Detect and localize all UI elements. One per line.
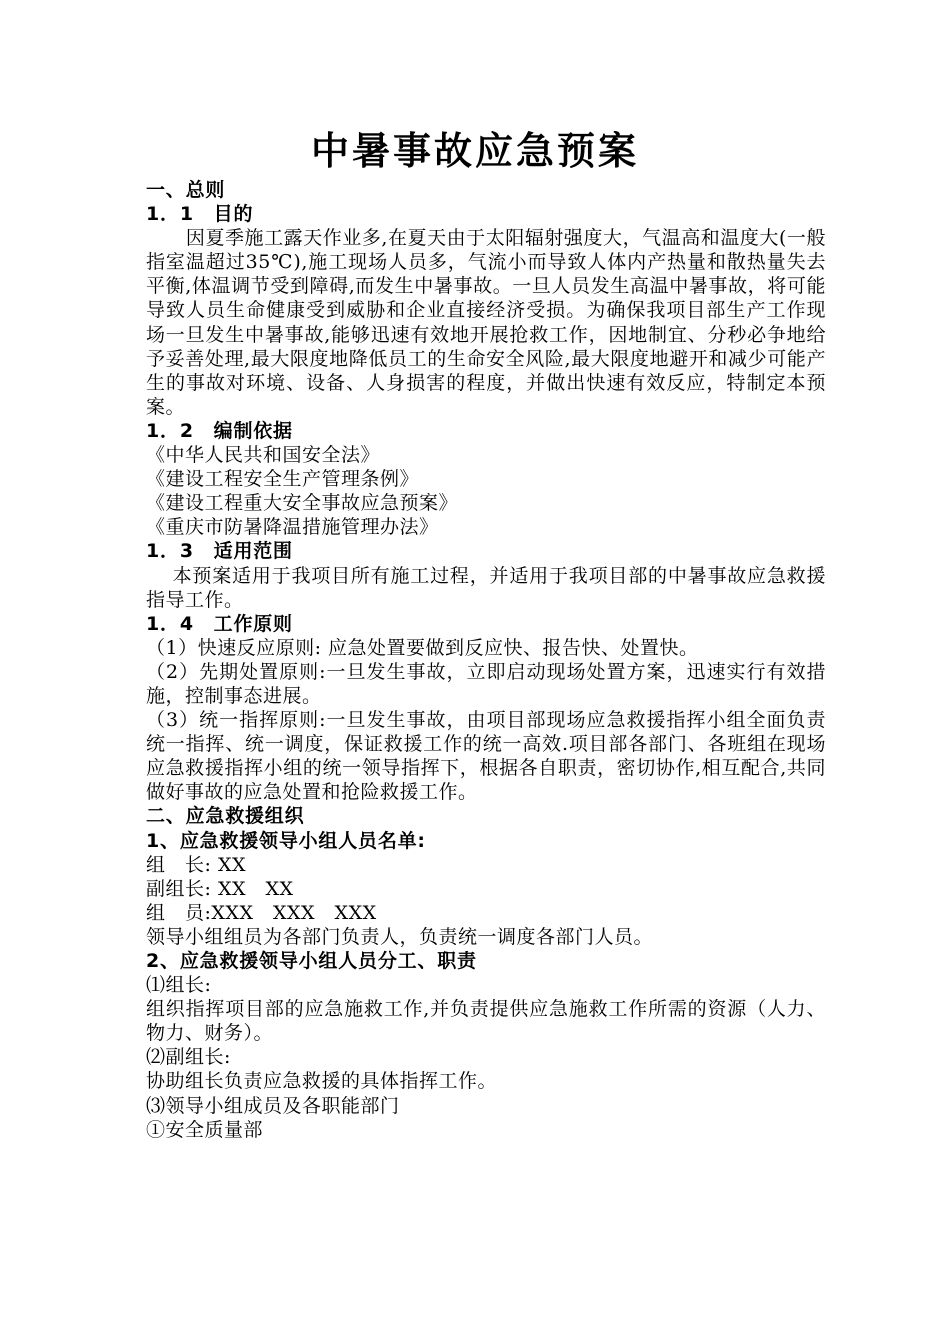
principle-item: （1）快速反应原则: 应急处置要做到反应快、报告快、处置快。: [146, 636, 699, 659]
roster-vice-leader: 副组长: XX XX: [146, 877, 294, 900]
document-body: [146, 178, 826, 1142]
roster-leader: 组 长: XX: [146, 853, 246, 876]
paragraph-purpose: 因夏季施工露天作业多,在夏天由于太阳辐射强度大，气温高和温度大(一般指室温超过35℃),施工现场人员多，气流小而导致人体内产热量和散热量失去平衡,体温调节受到障碍,而发生中暑事故。一旦人员发生高温中暑事故，将可能导致人员生命健康受到威胁和企业直接经济受损。为确保我项目部生产工作现场一旦发生中暑事故,能够迅速有效地开展抢救工作，因地制宜、分秒必争地给予妥善处理,最大限度地降低员工的生命安全风险,最大限度地避开和减少可能产生的事故对环境、设备、人身损害的程度，并做出快速有效反应，特制定本预案。: [146, 227, 826, 418]
section-heading-general: 一、总则: [146, 179, 226, 201]
subsection-heading-basis: 1．2 编制依据: [146, 419, 293, 442]
subsection-heading-scope: 1．3 适用范围: [146, 540, 293, 563]
law-reference: 《重庆市防暑降温措施管理办法》: [146, 516, 439, 539]
role-vice-heading: ⑵副组长:: [146, 1046, 231, 1069]
law-reference: 《建设工程安全生产管理条例》: [146, 468, 420, 491]
subsection-heading-roster: 1、应急救援领导小组人员名单:: [146, 829, 426, 852]
document-title: 中暑事故应急预案: [310, 128, 639, 173]
role-members-heading: ⑶领导小组成员及各职能部门: [146, 1094, 400, 1117]
role-members-dept: ①安全质量部: [146, 1118, 264, 1141]
principle-item: （2）先期处置原则:一旦发生事故，立即启动现场处置方案，迅速实行有效措施，控制事态进展。: [146, 660, 826, 707]
roster-note: 领导小组组员为各部门负责人，负责统一调度各部门人员。: [146, 925, 654, 948]
subsection-heading-duties: 2、应急救援领导小组人员分工、职责: [146, 950, 477, 972]
role-leader-text: 组织指挥项目部的应急施救工作,并负责提供应急施救工作所需的资源（人力、物力、财务）。: [146, 998, 826, 1045]
law-reference: 《建设工程重大安全事故应急预案》: [146, 492, 459, 515]
subsection-heading-purpose: 1．1 目的: [146, 203, 254, 226]
subsection-heading-principles: 1．4 工作原则: [146, 612, 293, 635]
law-reference: 《中华人民共和国安全法》: [146, 444, 381, 467]
section-heading-organization: 二、应急救援组织: [146, 805, 305, 828]
role-vice-text: 协助组长负责应急救援的具体指挥工作。: [146, 1070, 498, 1093]
role-leader-heading: ⑴组长:: [146, 974, 212, 997]
paragraph-scope: 本预案适用于我项目所有施工过程，并适用于我项目部的中暑事故应急救援指导工作。: [146, 564, 826, 611]
roster-members: 组 员:XXX XXX XXX: [146, 901, 377, 924]
principle-item: （3）统一指挥原则:一旦发生事故，由项目部现场应急救援指挥小组全面负责统一指挥、统一调度，保证救援工作的统一高效.项目部各部门、各班组在现场应急救援指挥小组的统一领导指挥下，根据各自职责，密切协作,相互配合,共同做好事故的应急处置和抢险救援工作。: [146, 709, 826, 804]
